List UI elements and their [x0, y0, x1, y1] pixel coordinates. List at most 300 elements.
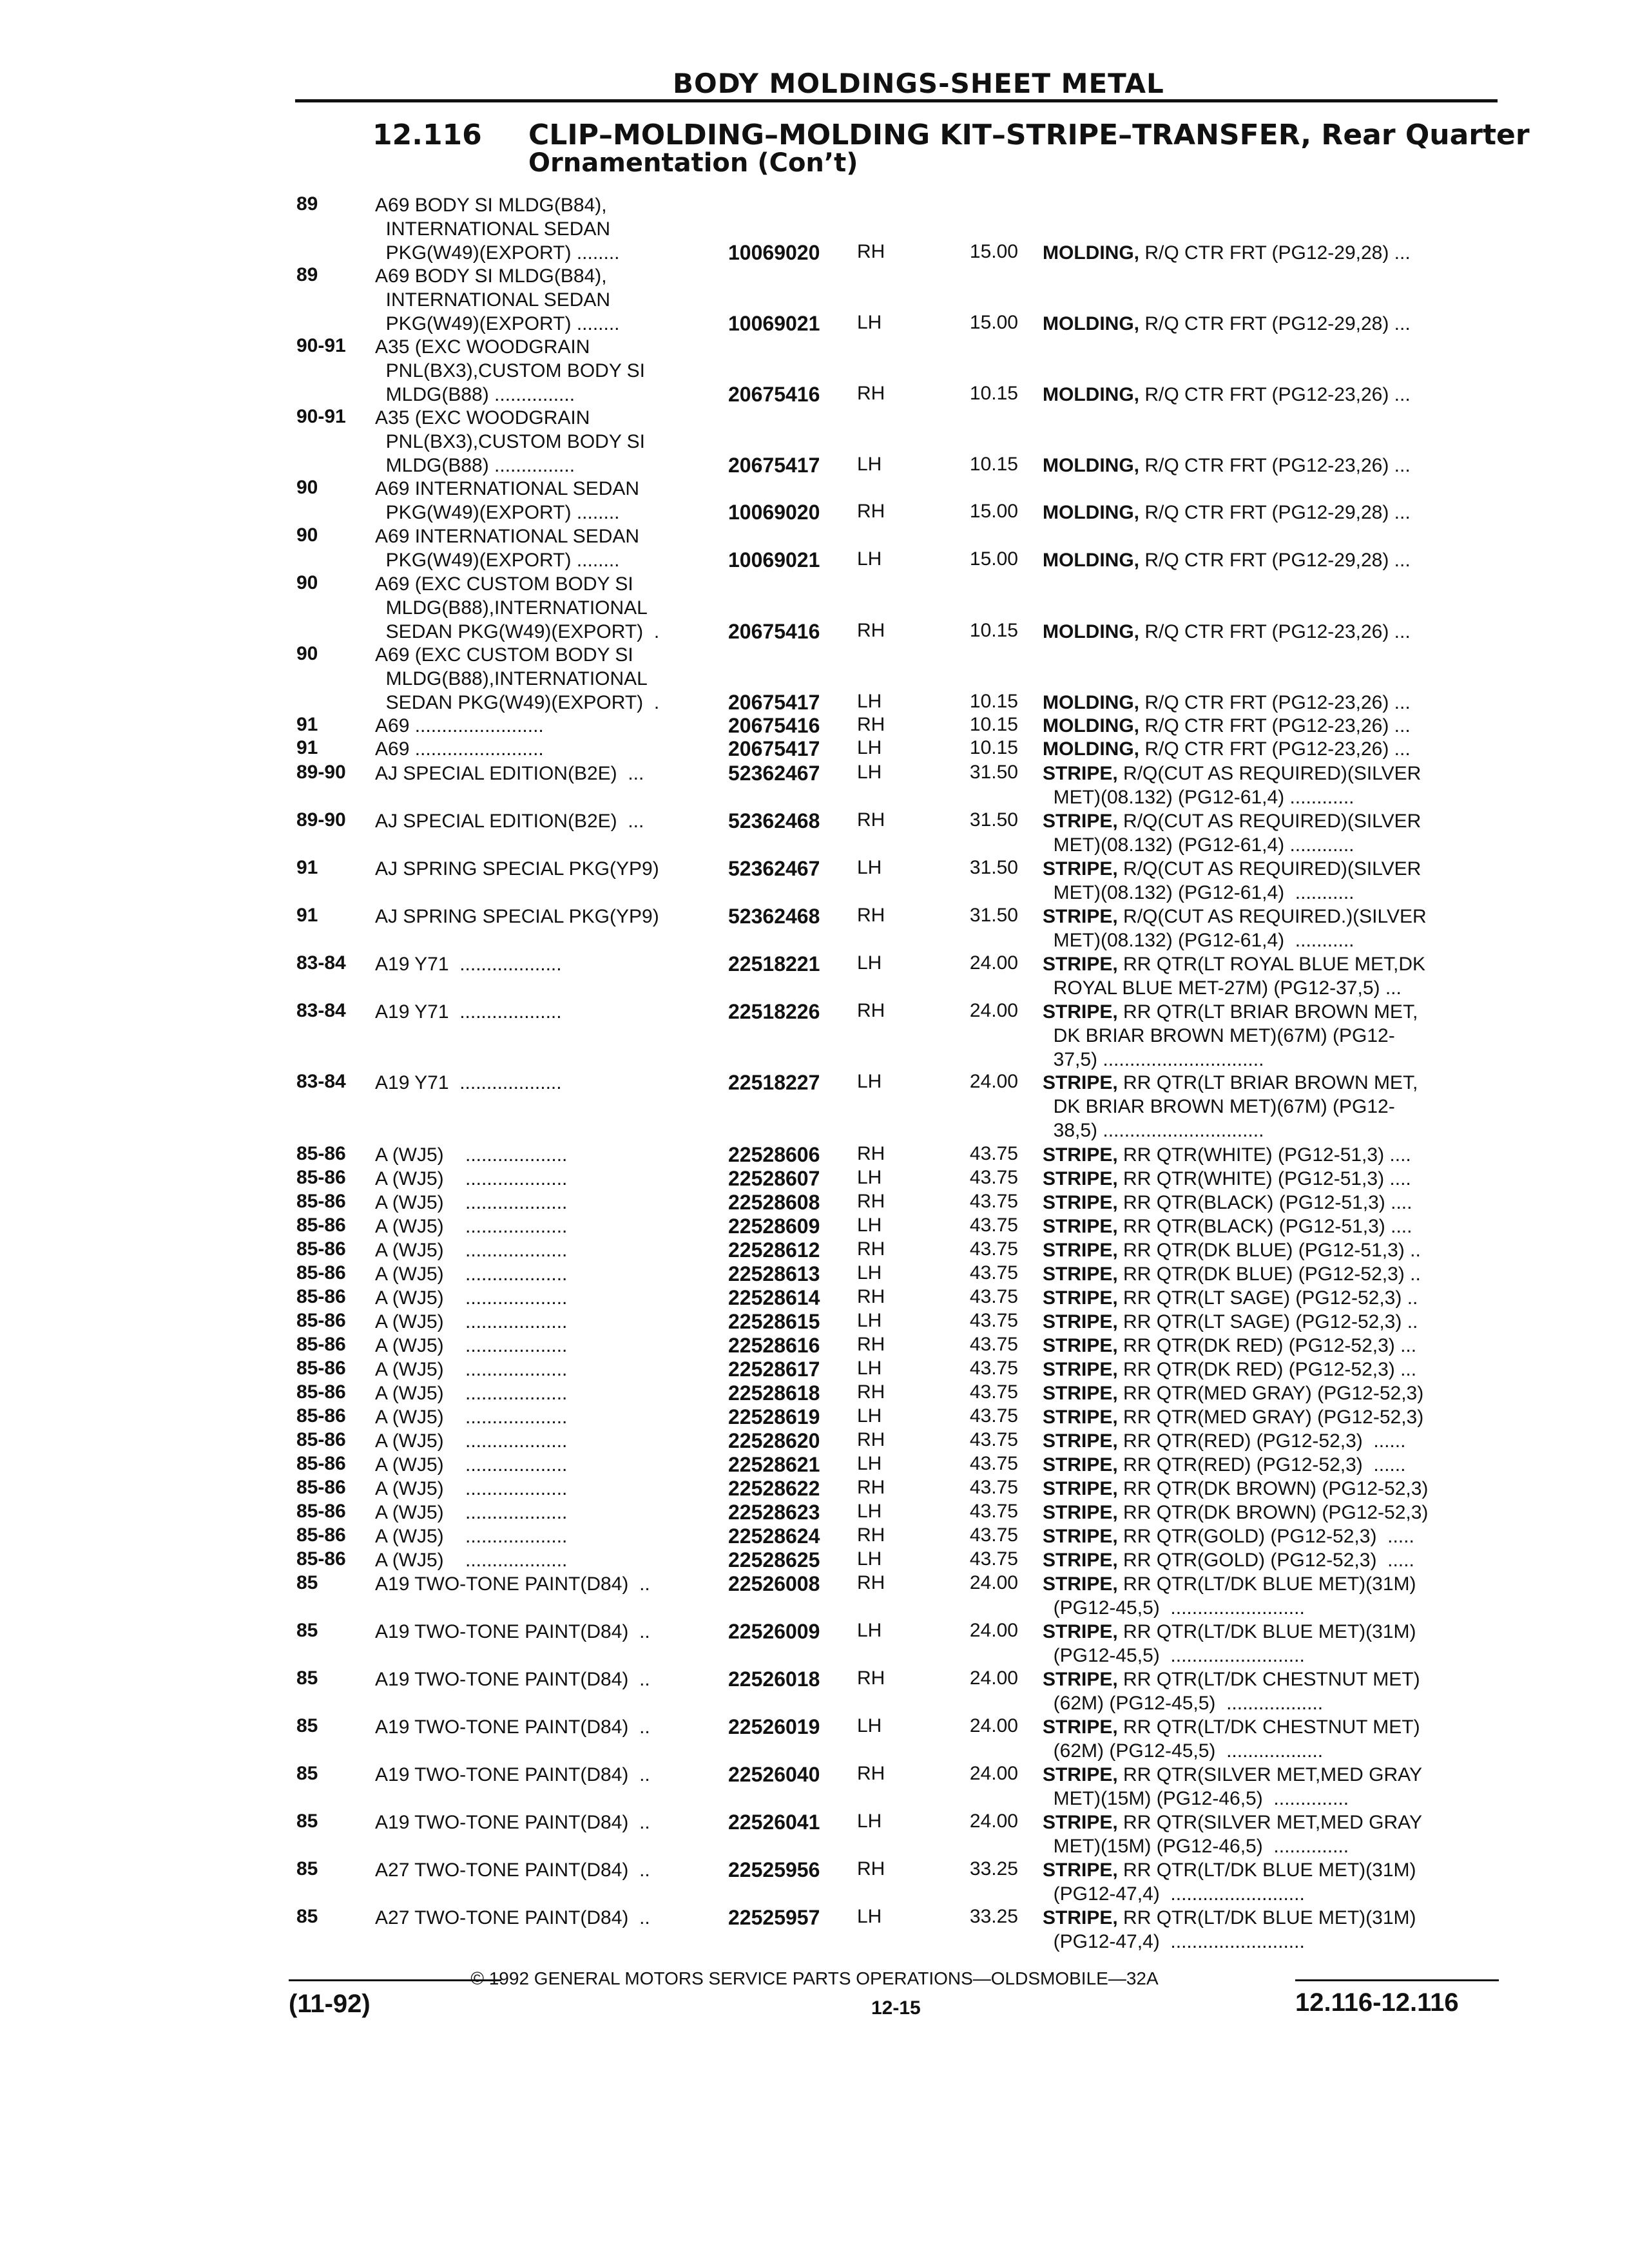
row-model: A (WJ5) ...................	[375, 1430, 568, 1452]
row-year: 85-86	[296, 1191, 346, 1212]
row-side: RH	[857, 1381, 885, 1403]
row-description-text: R/Q(CUT AS REQUIRED)(SILVER MET)(08.132) (PG12-61,4) ............	[1053, 763, 1422, 808]
row-year: 85-86	[296, 1381, 346, 1403]
row-description	[1043, 1620, 1507, 1667]
row-year: 90-91	[296, 335, 346, 356]
row-description	[1043, 1238, 1507, 1262]
row-part-number: 22528615	[728, 1310, 820, 1333]
row-description	[1043, 312, 1507, 336]
row-description	[1043, 762, 1507, 809]
row-description-type: STRIPE,	[1043, 1502, 1118, 1523]
row-description-type: STRIPE,	[1043, 1359, 1118, 1380]
row-year: 85-86	[296, 1548, 346, 1570]
row-year: 91	[296, 737, 318, 758]
row-side: RH	[857, 1286, 885, 1307]
row-side: LH	[857, 1215, 882, 1236]
row-part-number: 10069021	[728, 548, 820, 572]
row-model: A19 Y71 ...................	[375, 1072, 562, 1093]
row-description-text: RR QTR(LT/DK BLUE MET)(31M) (PG12-47,4) .........................	[1053, 1907, 1416, 1952]
row-side: LH	[857, 1906, 882, 1927]
row-year: 85	[296, 1811, 318, 1832]
row-description-type: STRIPE,	[1043, 1860, 1118, 1881]
row-description	[1043, 1191, 1507, 1215]
row-model: AJ SPECIAL EDITION(B2E) ...	[375, 763, 644, 784]
row-model: A69 INTERNATIONAL SEDAN PKG(W49)(EXPORT) ........	[375, 478, 640, 523]
row-year: 85	[296, 1620, 318, 1641]
row-side: RH	[857, 241, 885, 262]
row-description	[1043, 1167, 1507, 1191]
row-description-type: MOLDING,	[1043, 242, 1139, 264]
row-description-type: STRIPE,	[1043, 858, 1118, 879]
row-description	[1043, 1524, 1507, 1548]
row-model: A (WJ5) ...................	[375, 1454, 568, 1475]
row-price: 15.00	[969, 501, 1018, 522]
footer-date: (11-92)	[289, 1990, 371, 2018]
row-description-text: RR QTR(LT/DK CHESTNUT MET) (62M) (PG12-45,5) ..................	[1053, 1669, 1420, 1714]
row-description-type: STRIPE,	[1043, 1168, 1118, 1189]
row-description-type: STRIPE,	[1043, 1287, 1118, 1309]
row-part-number: 22528614	[728, 1286, 820, 1309]
row-part-number: 10069020	[728, 241, 820, 264]
row-model: A (WJ5) ...................	[375, 1359, 568, 1380]
row-part-number: 20675417	[728, 691, 820, 714]
row-description-text: RR QTR(BLACK) (PG12-51,3) ....	[1117, 1192, 1412, 1213]
row-description-type: STRIPE,	[1043, 1001, 1118, 1023]
row-price: 10.15	[969, 691, 1018, 712]
row-description	[1043, 1548, 1507, 1572]
row-description	[1043, 905, 1507, 952]
row-model: A27 TWO-TONE PAINT(D84) ..	[375, 1907, 650, 1928]
row-price: 31.50	[969, 857, 1018, 878]
row-description-type: MOLDING,	[1043, 550, 1139, 571]
row-year: 85-86	[296, 1262, 346, 1283]
row-description	[1043, 1429, 1507, 1453]
row-side: LH	[857, 548, 882, 570]
row-part-number: 20675417	[728, 737, 820, 760]
row-model: A35 (EXC WOODGRAIN PNL(BX3),CUSTOM BODY SI MLDG(B88) ...............	[375, 407, 645, 476]
row-side: LH	[857, 1071, 882, 1092]
row-price: 10.15	[969, 714, 1018, 735]
row-year: 91	[296, 714, 318, 735]
row-price: 24.00	[969, 952, 1018, 974]
row-part-number: 22518227	[728, 1071, 820, 1094]
row-description-text: R/Q(CUT AS REQUIRED)(SILVER MET)(08.132) (PG12-61,4) ............	[1053, 811, 1422, 856]
row-year: 85-86	[296, 1524, 346, 1546]
row-year: 90	[296, 477, 318, 498]
row-description-type: STRIPE,	[1043, 1216, 1118, 1237]
row-description-text: RR QTR(SILVER MET,MED GRAY MET)(15M) (PG12-46,5) ..............	[1053, 1764, 1422, 1809]
row-year: 85	[296, 1858, 318, 1879]
row-model: A19 TWO-TONE PAINT(D84) ..	[375, 1716, 650, 1738]
row-model: A19 TWO-TONE PAINT(D84) ..	[375, 1812, 650, 1833]
row-year: 85-86	[296, 1143, 346, 1164]
row-side: RH	[857, 809, 885, 831]
row-model: A (WJ5) ...................	[375, 1216, 568, 1237]
row-description	[1043, 1763, 1507, 1811]
row-price: 24.00	[969, 1000, 1018, 1021]
row-part-number: 22528623	[728, 1501, 820, 1524]
row-side: LH	[857, 1405, 882, 1427]
row-price: 24.00	[969, 1715, 1018, 1736]
row-description-text: R/Q CTR FRT (PG12-23,26) ...	[1139, 738, 1411, 760]
row-side: RH	[857, 1524, 885, 1546]
row-description-type: STRIPE,	[1043, 1907, 1118, 1928]
row-part-number: 52362468	[728, 809, 820, 832]
row-model: AJ SPECIAL EDITION(B2E) ...	[375, 811, 644, 832]
row-year: 83-84	[296, 1071, 346, 1092]
row-price: 43.75	[969, 1143, 1018, 1164]
row-year: 90	[296, 572, 318, 593]
row-price: 15.00	[969, 548, 1018, 570]
row-description	[1043, 1215, 1507, 1238]
row-part-number: 22528608	[728, 1191, 820, 1214]
row-description-type: STRIPE,	[1043, 1621, 1118, 1642]
row-description-type: STRIPE,	[1043, 1526, 1118, 1547]
row-price: 33.25	[969, 1906, 1018, 1927]
row-description	[1043, 1262, 1507, 1286]
row-year: 85-86	[296, 1429, 346, 1450]
row-description-type: STRIPE,	[1043, 811, 1118, 832]
row-side: RH	[857, 1191, 885, 1212]
row-description-text: RR QTR(WHITE) (PG12-51,3) ....	[1117, 1168, 1411, 1189]
row-description	[1043, 1667, 1507, 1715]
row-model: A (WJ5) ...................	[375, 1168, 568, 1189]
row-description-text: RR QTR(LT/DK BLUE MET)(31M) (PG12-45,5) .........................	[1053, 1573, 1416, 1619]
row-side: LH	[857, 857, 882, 878]
row-part-number: 22518226	[728, 1000, 820, 1023]
row-description-type: STRIPE,	[1043, 1264, 1118, 1285]
row-part-number: 22528618	[728, 1381, 820, 1405]
row-side: LH	[857, 312, 882, 333]
row-year: 91	[296, 905, 318, 926]
row-description-type: STRIPE,	[1043, 1335, 1118, 1356]
row-description	[1043, 857, 1507, 905]
row-side: RH	[857, 383, 885, 404]
row-year: 85-86	[296, 1501, 346, 1522]
row-description-type: MOLDING,	[1043, 621, 1139, 642]
row-description-type: STRIPE,	[1043, 1573, 1118, 1595]
row-price: 43.75	[969, 1191, 1018, 1212]
row-year: 90-91	[296, 406, 346, 427]
row-part-number: 22528617	[728, 1358, 820, 1381]
row-description	[1043, 1358, 1507, 1381]
row-description-text: R/Q CTR FRT (PG12-23,26) ...	[1139, 455, 1411, 476]
row-description	[1043, 454, 1507, 477]
row-price: 24.00	[969, 1811, 1018, 1832]
row-description-text: R/Q CTR FRT (PG12-23,26) ...	[1139, 715, 1411, 736]
row-part-number: 22528625	[728, 1548, 820, 1571]
row-price: 24.00	[969, 1071, 1018, 1092]
row-side: RH	[857, 714, 885, 735]
row-description	[1043, 1334, 1507, 1358]
row-description-type: STRIPE,	[1043, 1478, 1118, 1499]
row-description	[1043, 952, 1507, 1000]
row-description	[1043, 737, 1507, 761]
row-description	[1043, 1381, 1507, 1405]
row-part-number: 22526041	[728, 1811, 820, 1834]
row-model: A69 BODY SI MLDG(B84), INTERNATIONAL SEDAN PKG(W49)(EXPORT) ........	[375, 265, 620, 334]
row-part-number: 22528621	[728, 1453, 820, 1476]
row-side: RH	[857, 1000, 885, 1021]
row-description	[1043, 714, 1507, 738]
row-model: AJ SPRING SPECIAL PKG(YP9)	[375, 906, 659, 927]
row-year: 83-84	[296, 952, 346, 974]
row-price: 43.75	[969, 1215, 1018, 1236]
row-description-text: RR QTR(LT/DK BLUE MET)(31M) (PG12-45,5) .........................	[1053, 1621, 1416, 1666]
row-price: 10.15	[969, 383, 1018, 404]
row-description-text: RR QTR(RED) (PG12-52,3) ......	[1117, 1454, 1406, 1475]
row-price: 43.75	[969, 1548, 1018, 1570]
row-description-text: R/Q CTR FRT (PG12-23,26) ...	[1139, 692, 1411, 713]
section-header: BODY MOLDINGS-SHEET METAL	[673, 68, 1164, 99]
row-model: A69 ........................	[375, 738, 544, 760]
row-price: 43.75	[969, 1501, 1018, 1522]
row-description-type: STRIPE,	[1043, 763, 1118, 784]
row-description	[1043, 548, 1507, 572]
row-model: A27 TWO-TONE PAINT(D84) ..	[375, 1860, 650, 1881]
row-description-text: R/Q CTR FRT (PG12-29,28) ...	[1139, 550, 1411, 571]
row-side: LH	[857, 1453, 882, 1474]
row-price: 43.75	[969, 1286, 1018, 1307]
row-description	[1043, 1071, 1507, 1142]
row-year: 85-86	[296, 1286, 346, 1307]
row-price: 15.00	[969, 312, 1018, 333]
row-price: 31.50	[969, 905, 1018, 926]
row-price: 24.00	[969, 1667, 1018, 1689]
row-description-text: RR QTR(DK BLUE) (PG12-52,3) ..	[1117, 1264, 1421, 1285]
row-description-text: RR QTR(DK RED) (PG12-52,3) ...	[1117, 1335, 1417, 1356]
row-part-number: 22528612	[728, 1238, 820, 1262]
row-side: LH	[857, 1358, 882, 1379]
row-price: 43.75	[969, 1405, 1018, 1427]
row-year: 85-86	[296, 1215, 346, 1236]
row-price: 10.15	[969, 454, 1018, 475]
row-part-number: 10069020	[728, 501, 820, 524]
row-year: 85	[296, 1572, 318, 1593]
row-side: LH	[857, 1620, 882, 1641]
row-part-number: 22526040	[728, 1763, 820, 1786]
row-description	[1043, 1858, 1507, 1906]
row-model: A35 (EXC WOODGRAIN PNL(BX3),CUSTOM BODY SI MLDG(B88) ...............	[375, 336, 645, 405]
row-year: 85-86	[296, 1310, 346, 1331]
row-price: 10.15	[969, 620, 1018, 641]
row-part-number: 22526019	[728, 1715, 820, 1738]
row-description-type: STRIPE,	[1043, 1716, 1118, 1738]
row-description-text: RR QTR(SILVER MET,MED GRAY MET)(15M) (PG12-46,5) ..............	[1053, 1812, 1422, 1857]
row-description-type: STRIPE,	[1043, 1454, 1118, 1475]
row-part-number: 52362467	[728, 762, 820, 785]
row-price: 24.00	[969, 1572, 1018, 1593]
row-part-number: 22528616	[728, 1334, 820, 1357]
row-description-type: STRIPE,	[1043, 1550, 1118, 1571]
footer-copyright: © 1992 GENERAL MOTORS SERVICE PARTS OPERATIONS—OLDSMOBILE—32A	[470, 1968, 1159, 1988]
row-side: RH	[857, 1763, 885, 1784]
row-year: 85	[296, 1906, 318, 1927]
row-side: LH	[857, 691, 882, 712]
row-description-text: RR QTR(DK BROWN) (PG12-52,3)	[1117, 1478, 1429, 1499]
row-price: 43.75	[969, 1381, 1018, 1403]
row-year: 85-86	[296, 1405, 346, 1427]
row-description	[1043, 691, 1507, 715]
row-model: A (WJ5) ...................	[375, 1526, 568, 1547]
row-model: A (WJ5) ...................	[375, 1240, 568, 1261]
row-price: 10.15	[969, 737, 1018, 758]
row-year: 85-86	[296, 1167, 346, 1188]
row-part-number: 22526009	[728, 1620, 820, 1643]
row-model: A69 (EXC CUSTOM BODY SI MLDG(B88),INTERNATIONAL SEDAN PKG(W49)(EXPORT) .	[375, 573, 660, 642]
row-description-text: RR QTR(GOLD) (PG12-52,3) .....	[1117, 1526, 1414, 1547]
row-year: 89	[296, 264, 318, 285]
row-description-type: MOLDING,	[1043, 502, 1139, 523]
row-part-number: 22528619	[728, 1405, 820, 1428]
row-model: A69 (EXC CUSTOM BODY SI MLDG(B88),INTERNATIONAL SEDAN PKG(W49)(EXPORT) .	[375, 644, 660, 713]
row-part-number: 20675416	[728, 714, 820, 737]
row-model: A (WJ5) ...................	[375, 1383, 568, 1404]
row-side: LH	[857, 737, 882, 758]
row-description	[1043, 1286, 1507, 1310]
row-side: LH	[857, 1501, 882, 1522]
row-description	[1043, 1310, 1507, 1334]
row-description-type: STRIPE,	[1043, 1072, 1118, 1093]
row-price: 24.00	[969, 1763, 1018, 1784]
footer-page-number: 12-15	[871, 1997, 921, 2019]
row-side: RH	[857, 1858, 885, 1879]
row-price: 24.00	[969, 1620, 1018, 1641]
row-price: 43.75	[969, 1238, 1018, 1260]
row-year: 85	[296, 1763, 318, 1784]
row-part-number: 22526008	[728, 1572, 820, 1595]
row-description-type: MOLDING,	[1043, 313, 1139, 334]
row-side: RH	[857, 501, 885, 522]
row-description-text: RR QTR(MED GRAY) (PG12-52,3)	[1117, 1407, 1424, 1428]
row-description	[1043, 1000, 1507, 1072]
row-model: AJ SPRING SPECIAL PKG(YP9)	[375, 858, 659, 879]
row-side: RH	[857, 1429, 885, 1450]
row-description	[1043, 1811, 1507, 1858]
row-description	[1043, 1453, 1507, 1477]
row-description-text: RR QTR(LT/DK BLUE MET)(31M) (PG12-47,4) .........................	[1053, 1860, 1416, 1905]
row-description	[1043, 1501, 1507, 1524]
row-description-type: STRIPE,	[1043, 1812, 1118, 1833]
row-description-text: R/Q CTR FRT (PG12-29,28) ...	[1139, 242, 1411, 264]
row-price: 43.75	[969, 1262, 1018, 1283]
row-model: A19 TWO-TONE PAINT(D84) ..	[375, 1621, 650, 1642]
row-description	[1043, 1405, 1507, 1429]
row-side: RH	[857, 620, 885, 641]
row-part-number: 22525956	[728, 1858, 820, 1881]
row-year: 90	[296, 524, 318, 546]
row-part-number: 22528607	[728, 1167, 820, 1190]
row-part-number: 22528624	[728, 1524, 820, 1548]
row-model: A (WJ5) ...................	[375, 1478, 568, 1499]
row-price: 43.75	[969, 1334, 1018, 1355]
row-description-text: R/Q CTR FRT (PG12-29,28) ...	[1139, 502, 1411, 523]
row-model: A69 ........................	[375, 715, 544, 736]
row-year: 89-90	[296, 762, 346, 783]
row-price: 43.75	[969, 1524, 1018, 1546]
row-description-text: R/Q(CUT AS REQUIRED)(SILVER MET)(08.132) (PG12-61,4) ...........	[1053, 858, 1422, 903]
row-side: RH	[857, 1667, 885, 1689]
row-side: LH	[857, 454, 882, 475]
row-side: LH	[857, 762, 882, 783]
row-year: 85-86	[296, 1358, 346, 1379]
row-side: RH	[857, 905, 885, 926]
row-description-text: RR QTR(LT SAGE) (PG12-52,3) ..	[1117, 1311, 1418, 1332]
row-description	[1043, 1906, 1507, 1954]
row-side: RH	[857, 1143, 885, 1164]
row-description	[1043, 1715, 1507, 1763]
row-model: A69 BODY SI MLDG(B84), INTERNATIONAL SEDAN PKG(W49)(EXPORT) ........	[375, 195, 620, 264]
row-part-number: 22528609	[728, 1215, 820, 1238]
row-model: A (WJ5) ...................	[375, 1192, 568, 1213]
row-side: RH	[857, 1334, 885, 1355]
row-year: 89-90	[296, 809, 346, 831]
row-description-type: MOLDING,	[1043, 738, 1139, 760]
row-part-number: 22525957	[728, 1906, 820, 1929]
row-model: A69 INTERNATIONAL SEDAN PKG(W49)(EXPORT) ........	[375, 526, 640, 571]
row-description-text: R/Q CTR FRT (PG12-23,26) ...	[1139, 621, 1411, 642]
row-price: 31.50	[969, 809, 1018, 831]
row-price: 43.75	[969, 1429, 1018, 1450]
row-part-number: 22528606	[728, 1143, 820, 1166]
row-description-text: RR QTR(WHITE) (PG12-51,3) ....	[1117, 1144, 1411, 1166]
row-side: LH	[857, 1548, 882, 1570]
row-description-text: RR QTR(MED GRAY) (PG12-52,3)	[1117, 1383, 1424, 1404]
row-description-type: STRIPE,	[1043, 1764, 1118, 1785]
row-price: 15.00	[969, 241, 1018, 262]
row-description-type: MOLDING,	[1043, 455, 1139, 476]
row-description-text: RR QTR(BLACK) (PG12-51,3) ....	[1117, 1216, 1412, 1237]
row-description-text: RR QTR(LT SAGE) (PG12-52,3) ..	[1117, 1287, 1418, 1309]
row-part-number: 22528620	[728, 1429, 820, 1452]
row-part-number: 22528622	[728, 1477, 820, 1500]
row-side: LH	[857, 952, 882, 974]
row-model: A (WJ5) ...................	[375, 1335, 568, 1356]
row-year: 90	[296, 643, 318, 664]
row-part-number: 20675416	[728, 620, 820, 643]
row-description	[1043, 501, 1507, 524]
row-description-type: STRIPE,	[1043, 1669, 1118, 1690]
row-description-text: RR QTR(LT BRIAR BROWN MET, DK BRIAR BROWN MET)(67M) (PG12- 38,5) ..............................	[1053, 1072, 1418, 1141]
row-description-text: RR QTR(LT BRIAR BROWN MET, DK BRIAR BROWN MET)(67M) (PG12- 37,5) ..............................	[1053, 1001, 1418, 1070]
row-model: A19 Y71 ...................	[375, 954, 562, 975]
row-description-type: MOLDING,	[1043, 692, 1139, 713]
row-side: RH	[857, 1238, 885, 1260]
row-part-number: 22528613	[728, 1262, 820, 1285]
row-model: A (WJ5) ...................	[375, 1407, 568, 1428]
row-part-number: 10069021	[728, 312, 820, 335]
row-part-number: 52362467	[728, 857, 820, 880]
row-description-text: RR QTR(DK BLUE) (PG12-51,3) ..	[1117, 1240, 1421, 1261]
row-description-text: RR QTR(RED) (PG12-52,3) ......	[1117, 1430, 1406, 1452]
row-model: A19 TWO-TONE PAINT(D84) ..	[375, 1573, 650, 1595]
row-description-type: MOLDING,	[1043, 384, 1139, 405]
row-year: 89	[296, 193, 318, 215]
row-model: A (WJ5) ...................	[375, 1311, 568, 1332]
row-description-text: RR QTR(DK RED) (PG12-52,3) ...	[1117, 1359, 1417, 1380]
row-description	[1043, 1477, 1507, 1501]
row-side: LH	[857, 1262, 882, 1283]
row-year: 85	[296, 1715, 318, 1736]
row-year: 91	[296, 857, 318, 878]
row-description	[1043, 809, 1507, 857]
row-part-number: 20675417	[728, 454, 820, 477]
row-model: A (WJ5) ...................	[375, 1144, 568, 1166]
row-price: 43.75	[969, 1358, 1018, 1379]
footer-section-range: 12.116-12.116	[1295, 1988, 1459, 2017]
row-price: 43.75	[969, 1167, 1018, 1188]
row-price: 31.50	[969, 762, 1018, 783]
